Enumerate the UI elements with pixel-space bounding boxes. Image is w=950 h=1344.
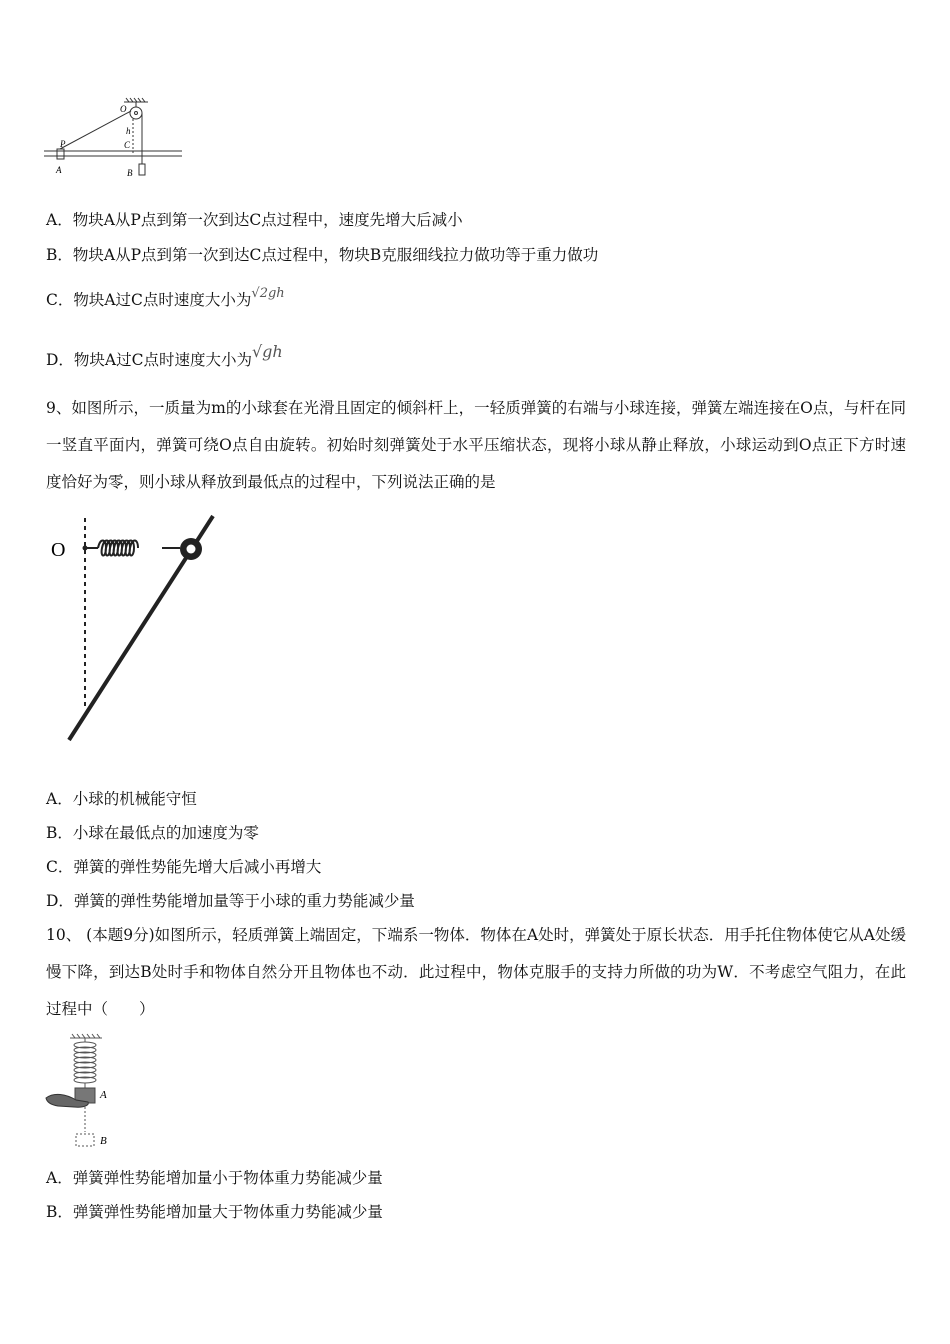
q9-option-c: C．弹簧的弹性势能先增大后减小再增大	[46, 858, 322, 876]
label-P: P	[60, 139, 66, 149]
label-B: B	[100, 1135, 107, 1147]
label-O: O	[51, 539, 66, 561]
label-C: C	[124, 140, 131, 150]
pulley-figure	[44, 96, 189, 180]
label-B: B	[127, 168, 133, 178]
label-h: h	[126, 126, 131, 136]
q9-stem: 9、如图所示，一质量为m的小球套在光滑且固定的倾斜杆上，一轻质弹簧的右端与小球连接，弹簧左端连接在O点，与杆在同一竖直平面内，弹簧可绕O点自由旋转。初始时刻弹簧处于水平压缩状态，现将小球从静止释放，小球运动到O点正下方时速度恰好为零，则小球从释放到最低点的过程中，下列说法正确的是	[46, 399, 906, 491]
q8-option-a: A．物块A从P点到第一次到达C点过程中，速度先增大后减小	[46, 211, 463, 229]
q8-option-c-text: C．物块A过C点时速度大小为	[46, 291, 252, 309]
formula-sqrt-gh: √gh	[251, 342, 283, 361]
q8-option-d-text: D．物块A过C点时速度大小为	[46, 351, 252, 369]
label-A: A	[56, 165, 62, 175]
label-O: O	[120, 104, 127, 114]
hand-spring-figure	[44, 1032, 124, 1150]
spring-ball-figure	[48, 512, 228, 748]
q10-option-b: B．弹簧弹性势能增加量大于物体重力势能减少量	[46, 1203, 383, 1221]
q9-option-d: D．弹簧的弹性势能增加量等于小球的重力势能减少量	[46, 892, 415, 910]
q9-option-b: B．小球在最低点的加速度为零	[46, 824, 259, 842]
formula-sqrt-2gh: √2gh	[251, 286, 285, 301]
q8-option-d	[46, 342, 283, 370]
label-A: A	[100, 1089, 107, 1101]
q10-option-a: A．弹簧弹性势能增加量小于物体重力势能减少量	[46, 1169, 383, 1187]
q10-stem: 10、 (本题9分)如图所示，轻质弹簧上端固定，下端系一物体．物体在A处时，弹簧处于原长状态．用手托住物体使它从A处缓慢下降，到达B处时手和物体自然分开且物体也不动．此过程中，物体克服手的支持力所做的功为W．不考虑空气阻力，在此过程中（ ）	[46, 926, 906, 1018]
q8-option-b: B．物块A从P点到第一次到达C点过程中，物块B克服细线拉力做功等于重力做功	[46, 246, 599, 264]
q8-option-c	[46, 286, 285, 312]
q9-option-a: A．小球的机械能守恒	[46, 790, 197, 808]
